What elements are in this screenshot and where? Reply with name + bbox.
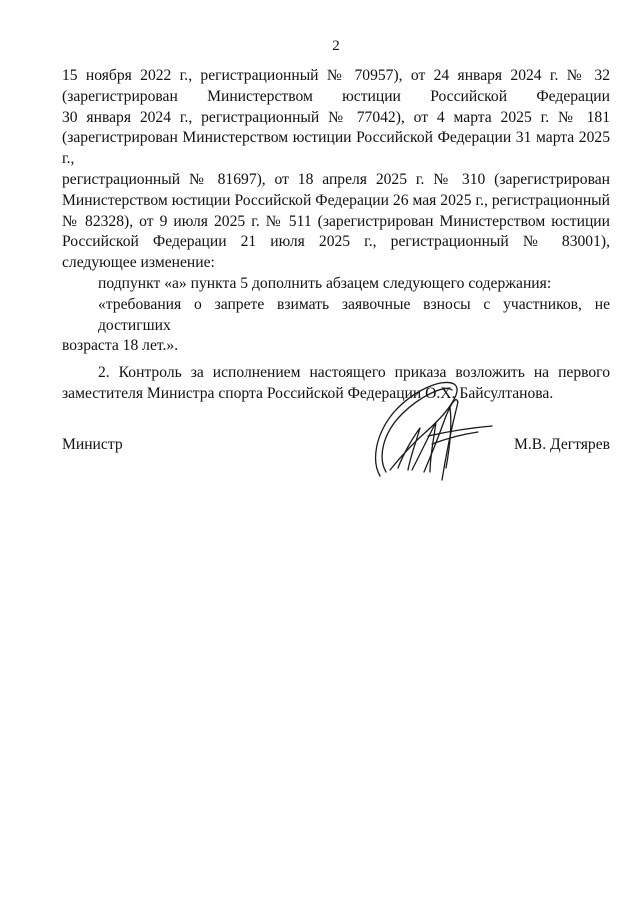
text-line: «требования о запрете взимать заявочные взносы с участников, не достигших — [98, 295, 610, 334]
text-line: 30 января 2024 г., регистрационный № 77042), от 4 марта 2025 г. № 181 — [62, 108, 610, 126]
document-body — [62, 66, 610, 405]
paragraph-amendment-list — [62, 66, 610, 274]
text-line: Российской Федерации 21 июля 2025 г., регистрационный № 83001), — [62, 233, 610, 251]
signature-block — [62, 436, 610, 496]
signer-position: Министр — [62, 436, 123, 453]
paragraph-quoted-requirement — [62, 295, 610, 357]
paragraph-control-clause — [62, 363, 610, 405]
text-line: заместителя Министра спорта Российской Федерации О.Х. Байсултанова. — [62, 384, 554, 402]
text-line: регистрационный № 81697), от 18 апреля 2025 г. № 310 (зарегистрирован — [62, 170, 610, 188]
text-line: 15 ноября 2022 г., регистрационный № 70957), от 24 января 2024 г. № 32 — [62, 67, 610, 84]
text-line: № 82328), от 9 июля 2025 г. № 511 (зарегистрирован Министерством юстиции — [62, 212, 610, 230]
text-line: следующее изменение: — [62, 254, 215, 272]
text-line: подпункт «а» пункта 5 дополнить абзацем следующего содержания: — [98, 274, 552, 292]
paragraph-subclause — [62, 274, 610, 295]
signer-name: М.В. Дегтярев — [514, 436, 610, 453]
text-line: возраста 18 лет.». — [62, 337, 179, 355]
text-line: (зарегистрирован Министерством юстиции Российской Федерации 31 марта 2025 г., — [62, 129, 610, 168]
text-line: 2. Контроль за исполнением настоящего приказа возложить на первого — [98, 364, 610, 382]
text-line: Министерством юстиции Российской Федерации 26 мая 2025 г., регистрационный — [62, 191, 610, 209]
text-line: (зарегистрирован Министерством юстиции Российской Федерации — [62, 87, 610, 105]
page-number: 2 — [332, 38, 340, 54]
